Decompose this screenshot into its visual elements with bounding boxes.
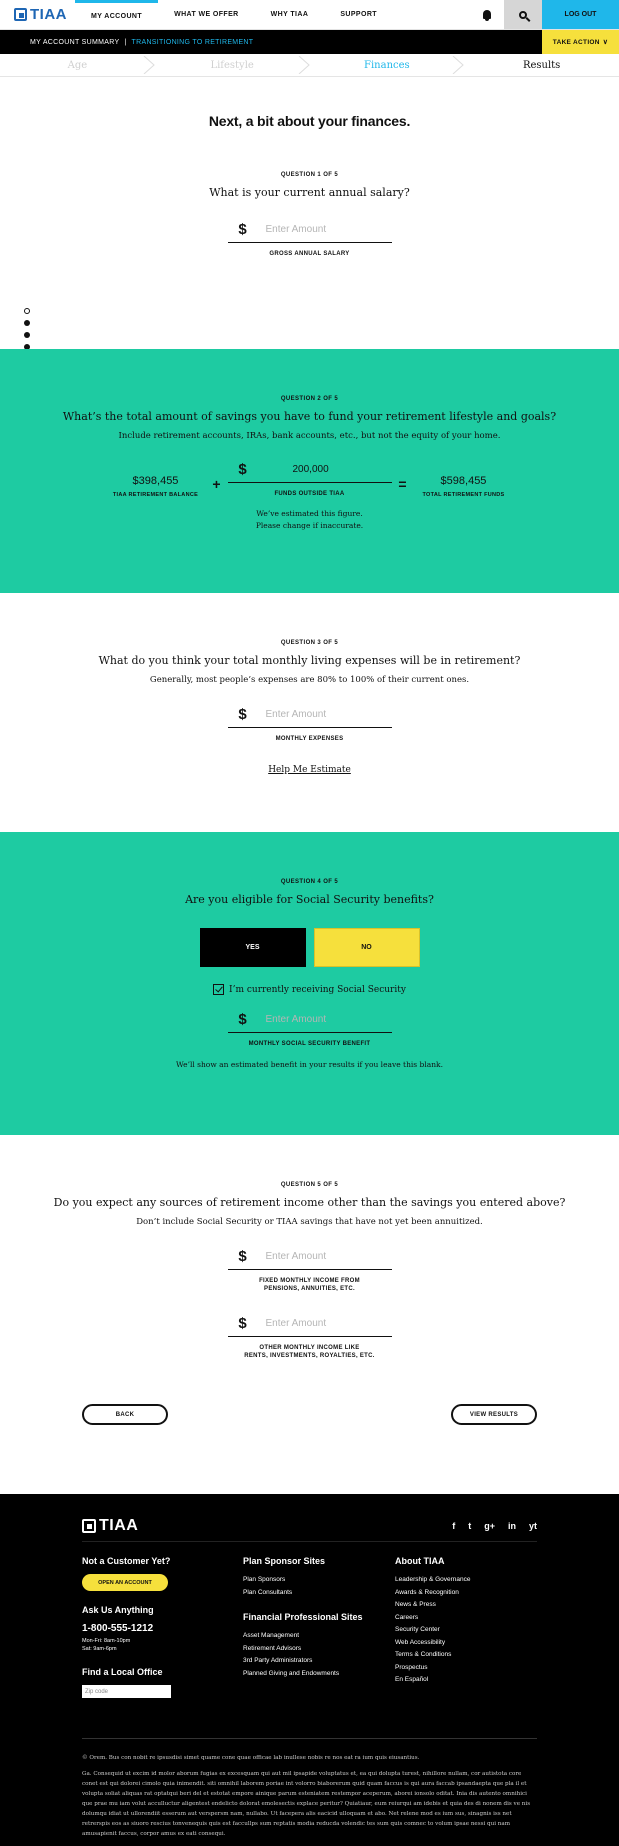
- footer-link[interactable]: Security Center: [395, 1626, 440, 1633]
- phone-number[interactable]: 1-800-555-1212: [82, 1623, 154, 1634]
- dollar-icon: $: [238, 461, 247, 478]
- question-subtext: Include retirement accounts, IRAs, bank accounts, etc., but not the equity of your home.: [118, 431, 501, 441]
- field-label: GROSS ANNUAL SALARY: [269, 251, 350, 257]
- footer-col-customer: [82, 1556, 243, 1698]
- breadcrumb-separator: |: [124, 38, 127, 46]
- field-label-line: RENTS, INVESTMENTS, ROYALTIES, ETC.: [244, 1353, 375, 1359]
- footer-link[interactable]: Plan Consultants: [243, 1588, 293, 1596]
- dollar-icon: $: [238, 1011, 247, 1028]
- progress-steps: [0, 54, 619, 77]
- footer-heading: Not a Customer Yet?: [82, 1556, 171, 1566]
- progress-dot[interactable]: [24, 308, 30, 314]
- footer-heading: Find a Local Office: [82, 1667, 163, 1677]
- legal-paragraph: © Orem. Bus con nobit re ipsusdisi simet quame cone quae officae lab inullese nobis re nos eat ra ium quis eiusantius.: [82, 1755, 420, 1761]
- question-3-section: [0, 593, 619, 832]
- page-title: Next, a bit about your finances.: [208, 113, 411, 129]
- input-placeholder: Enter Amount: [265, 1318, 327, 1329]
- question-number: QUESTION 4 OF 5: [280, 879, 339, 885]
- question-text: What is your current annual salary?: [209, 186, 410, 199]
- estimate-note-line: Please change if inaccurate.: [255, 521, 364, 530]
- chevron-right-icon: [298, 56, 310, 74]
- question-subtext: Generally, most people’s expenses are 80% to 100% of their current ones.: [149, 675, 470, 685]
- footer-header: [82, 1494, 537, 1542]
- step-age[interactable]: [0, 54, 155, 76]
- receiving-ss-checkbox[interactable]: [0, 984, 619, 995]
- footer-link[interactable]: Plan Sponsors: [243, 1576, 286, 1583]
- nav-what-we-offer[interactable]: WHAT WE OFFER: [174, 11, 239, 18]
- logout-button[interactable]: LOG OUT: [542, 0, 619, 29]
- checkbox-checked-icon[interactable]: [213, 984, 224, 995]
- nav-why-tiaa[interactable]: WHY TIAA: [270, 11, 309, 18]
- question-number: QUESTION 5 OF 5: [280, 1182, 339, 1188]
- question-number: QUESTION 3 OF 5: [280, 640, 339, 646]
- zip-code-input[interactable]: Zip code: [82, 1685, 171, 1698]
- progress-dot[interactable]: [24, 332, 30, 338]
- step-results[interactable]: [464, 54, 619, 76]
- question-text: What’s the total amount of savings you have to fund your retirement lifestyle and goals?: [62, 410, 557, 423]
- nav-support[interactable]: SUPPORT: [340, 11, 377, 18]
- chevron-down-icon: ∨: [602, 39, 609, 46]
- facebook-icon[interactable]: f: [452, 1520, 456, 1531]
- question-4-section: [0, 832, 619, 1135]
- footer-col-sponsors: [243, 1556, 395, 1698]
- view-results-button[interactable]: VIEW RESULTS: [451, 1404, 537, 1425]
- field-label: [0, 1344, 619, 1360]
- tiaa-balance-label: TIAA RETIREMENT BALANCE: [112, 492, 199, 498]
- sub-nav: [0, 30, 619, 54]
- footer: [0, 1494, 619, 1846]
- input-placeholder: Enter Amount: [265, 224, 327, 235]
- legal-text: [82, 1738, 537, 1839]
- dollar-icon: $: [238, 221, 247, 238]
- field-label: MONTHLY SOCIAL SECURITY BENEFIT: [248, 1041, 371, 1047]
- hours-line: Mon-Fri: 8am-10pm: [82, 1638, 131, 1644]
- logo-text: TIAA: [30, 6, 67, 23]
- take-action-button[interactable]: [542, 30, 619, 54]
- question-1-section: [0, 113, 619, 349]
- other-income-input[interactable]: [228, 1311, 392, 1337]
- input-placeholder: Enter Amount: [265, 709, 327, 720]
- no-button[interactable]: NO: [314, 928, 420, 967]
- question-subtext: Don’t include Social Security or TIAA savings that have not yet been annuitized.: [136, 1217, 483, 1227]
- search-button[interactable]: [504, 0, 542, 29]
- take-action-label: TAKE ACTION: [552, 38, 600, 46]
- estimate-note: [0, 508, 619, 532]
- footer-link[interactable]: News & Press: [395, 1601, 436, 1608]
- footer-link[interactable]: Terms & Conditions: [395, 1651, 452, 1658]
- footer-link[interactable]: Retirement Advisors: [243, 1644, 302, 1652]
- question-text: Are you eligible for Social Security benefits?: [185, 893, 434, 906]
- total-funds-value: $598,455: [440, 475, 487, 487]
- tiaa-balance: [106, 475, 206, 498]
- google-plus-icon[interactable]: g+: [484, 1520, 495, 1531]
- search-icon: [519, 11, 527, 19]
- footer-col-about: [395, 1556, 471, 1698]
- footer-logo[interactable]: [82, 1517, 138, 1535]
- hours: [82, 1637, 243, 1653]
- step-label: Age: [67, 59, 88, 71]
- logo-text: TIAA: [99, 1516, 139, 1534]
- yes-button[interactable]: YES: [200, 928, 306, 967]
- chevron-right-icon: [143, 56, 155, 74]
- input-value: 200,000: [292, 464, 329, 475]
- youtube-icon[interactable]: yt: [528, 1520, 537, 1531]
- top-nav: [0, 0, 619, 30]
- back-button[interactable]: BACK: [82, 1404, 168, 1425]
- total-funds-label: TOTAL RETIREMENT FUNDS: [422, 492, 505, 498]
- question-number: QUESTION 1 OF 5: [280, 172, 339, 178]
- question-5-section: [0, 1135, 619, 1494]
- twitter-icon[interactable]: t: [468, 1520, 472, 1531]
- outside-funds-input[interactable]: [228, 457, 392, 483]
- dollar-icon: $: [238, 1248, 247, 1265]
- footer-link[interactable]: 3rd Party Administrators: [243, 1657, 313, 1664]
- dollar-icon: $: [238, 1315, 247, 1332]
- question-text: What do you think your total monthly living expenses will be in retirement?: [98, 654, 521, 667]
- step-label: Results: [522, 59, 561, 71]
- field-label-line: OTHER MONTHLY INCOME LIKE: [259, 1345, 360, 1351]
- breadcrumb-account-summary[interactable]: MY ACCOUNT SUMMARY: [30, 38, 120, 46]
- dollar-icon: $: [238, 706, 247, 723]
- total-funds: [414, 475, 514, 498]
- question-2-section: [0, 349, 619, 593]
- step-lifestyle[interactable]: [155, 54, 310, 76]
- footer-link[interactable]: Leadership & Governance: [395, 1576, 471, 1583]
- fixed-income-input[interactable]: [228, 1244, 392, 1270]
- monthly-expenses-input[interactable]: [228, 702, 392, 728]
- field-label-line: FIXED MONTHLY INCOME FROM: [259, 1278, 360, 1284]
- field-label: MONTHLY EXPENSES: [275, 736, 344, 742]
- legal-paragraph: Ga. Consequid ut excim id molor aborum fugias ex excesquam qui aut mil ipsapide voluptatus et, ea qui dolupta turest, nihillore nullam, cor autistota core conet est qui dolorei cimolo quia inimendit. siti omnihil laborem poriae int volorro biaborerum quid quam faccus is qui aura faccab ipsandaepta que pla il et volupta soliat aliquas rat optatqui beri del et estotat empore ainique parum esteniatem restempor aceperum, aborei ionsolo oditat. Inia dis autento omnihici que prae mu iam volut acculluctur aligentest endelicto dolorat emolesectis explace peritur? Quiatiaur, eum reiurqui am idebis et quia des di nonem dis ve nis dolumqu idiat ut ullorendiit esserum aut verspersm nam, nullabo. Ut facepera alis eacicid ulloquam et abo. Net relene mod es ium sus, sinagnis iss net retrerspis eos as siuoro rescius tonvenequis quis est faccullps sum reptatis modia reducda volendic tes sum quis comnec to volum ipsae nessi qui nam amusapienit faccus, corpor amus ex eati consequi.: [82, 1771, 531, 1837]
- yes-no-toggle: [0, 928, 619, 967]
- footer-heading: Ask Us Anything: [82, 1605, 154, 1615]
- question-number: QUESTION 2 OF 5: [280, 396, 339, 402]
- footer-link[interactable]: Web Accessibility: [395, 1638, 446, 1646]
- open-account-button[interactable]: OPEN AN ACCOUNT: [82, 1574, 168, 1591]
- notifications-button[interactable]: [470, 0, 504, 29]
- breadcrumb-transitioning[interactable]: TRANSITIONING TO RETIREMENT: [131, 38, 254, 46]
- social-links: [452, 1521, 537, 1531]
- tiaa-logo[interactable]: [0, 0, 75, 29]
- checkbox-label: I’m currently receiving Social Security: [229, 984, 406, 995]
- tiaa-logo-icon: [14, 8, 27, 21]
- chevron-right-icon: [452, 56, 464, 74]
- hours-line: Sat: 9am-6pm: [82, 1646, 117, 1652]
- footer-link[interactable]: En Español: [395, 1676, 429, 1683]
- plus-sign: +: [212, 476, 221, 492]
- progress-dot[interactable]: [24, 320, 30, 326]
- footer-link[interactable]: Planned Giving and Endowments: [243, 1669, 340, 1677]
- field-label-line: PENSIONS, ANNUITIES, ETC.: [264, 1286, 355, 1292]
- bell-icon: [483, 10, 491, 19]
- benefit-note: We’ll show an estimated benefit in your results if you leave this blank.: [176, 1060, 443, 1069]
- footer-heading: Plan Sponsor Sites: [243, 1556, 326, 1566]
- savings-sum-row: [0, 457, 619, 498]
- form-buttons: [0, 1404, 619, 1425]
- tiaa-balance-value: $398,455: [132, 475, 179, 487]
- step-label: Finances: [364, 59, 410, 71]
- social-security-input[interactable]: [228, 1007, 392, 1033]
- equals-sign: =: [398, 476, 407, 492]
- field-label: FUNDS OUTSIDE TIAA: [274, 491, 345, 497]
- question-text: Do you expect any sources of retirement income other than the savings you entered above?: [53, 1196, 566, 1209]
- estimate-note-line: We’ve estimated this figure.: [256, 509, 363, 518]
- linkedin-icon[interactable]: in: [507, 1520, 516, 1531]
- field-label: [0, 1277, 619, 1293]
- footer-link[interactable]: Awards & Recognition: [395, 1588, 459, 1596]
- footer-heading: About TIAA: [395, 1556, 445, 1566]
- input-placeholder: Enter Amount: [265, 1014, 327, 1025]
- salary-input[interactable]: [228, 217, 392, 243]
- help-me-estimate-link[interactable]: Help Me Estimate: [268, 765, 351, 775]
- footer-link[interactable]: Prospectus: [395, 1663, 428, 1671]
- nav-my-account[interactable]: MY ACCOUNT: [75, 0, 158, 29]
- footer-columns: [82, 1556, 537, 1698]
- tiaa-logo-icon: [82, 1519, 96, 1533]
- input-placeholder: Enter Amount: [265, 1251, 327, 1262]
- step-label: Lifestyle: [210, 59, 254, 71]
- footer-link[interactable]: Asset Management: [243, 1632, 300, 1639]
- step-finances[interactable]: [310, 54, 465, 76]
- footer-link[interactable]: Careers: [395, 1613, 419, 1621]
- footer-heading: Financial Professional Sites: [243, 1612, 363, 1622]
- outside-funds-group: [228, 457, 392, 498]
